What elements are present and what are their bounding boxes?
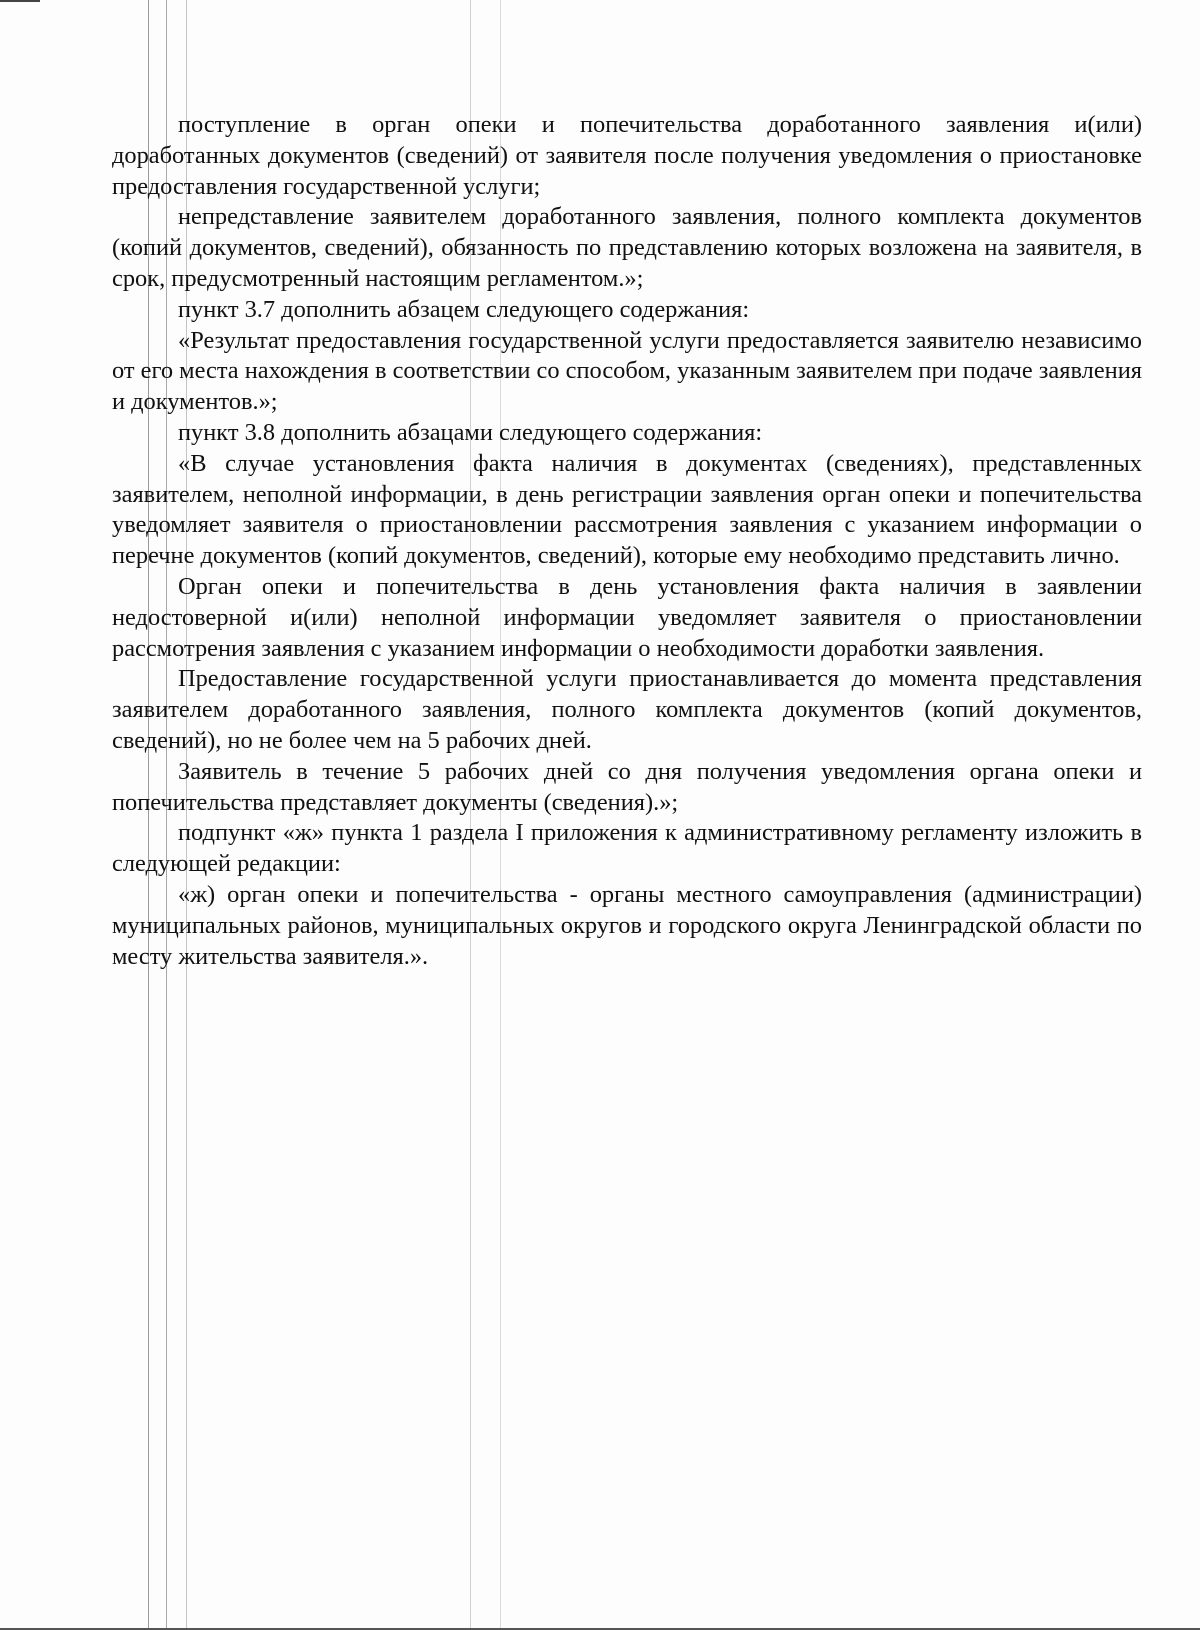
paragraph: «Результат предоставления государственной услуги предоставляется заявителю независимо от его места нахождения в соответствии со способом, указанным заявителем при подаче заявления и документов.»;	[112, 326, 1142, 416]
paragraph: поступление в орган опеки и попечительства доработанного заявления и(или) доработанных документов (сведений) от заявителя после получения уведомления о приостановке предоставления государственной услуги;	[112, 111, 1142, 200]
paragraph: подпункт «ж» пункта 1 раздела I приложения к административному регламенту изложить в следующей редакции:	[112, 819, 1142, 878]
scan-top-mark	[0, 0, 40, 2]
paragraph: Орган опеки и попечительства в день установления факта наличия в заявлении недостоверной и(или) неполной информации уведомляет заявителя о приостановлении рассмотрения заявления с указанием информации о необходимости доработки заявления.	[112, 572, 1142, 662]
document-body	[112, 110, 1142, 972]
paragraph: «В случае установления факта наличия в документах (сведениях), представленных заявителем, неполной информации, в день регистрации заявления орган опеки и попечительства уведомляет заявителя о приостановлении рассмотрения заявления с указанием информации о перечне документов (копий документов, сведений), которые ему необходимо представить лично.	[112, 449, 1142, 570]
paragraph: «ж) орган опеки и попечительства - органы местного самоуправления (администрации) муниципальных районов, муниципальных округов и городского округа Ленинградской области по месту жительства заявителя.».	[112, 880, 1142, 970]
paragraph: Предоставление государственной услуги приостанавливается до момента представления заявителем доработанного заявления, полного комплекта документов (копий документов, сведений), но не более чем на 5 рабочих дней.	[112, 665, 1142, 754]
paragraph: пункт 3.7 дополнить абзацем следующего содержания:	[178, 295, 750, 323]
paragraph: Заявитель в течение 5 рабочих дней со дня получения уведомления органа опеки и попечительства представляет документы (сведения).»;	[112, 757, 1142, 816]
paragraph: непредставление заявителем доработанного заявления, полного комплекта документов (копий документов, сведений), обязанность по представлению которых возложена на заявителя, в срок, предусмотренный настоящим регламентом.»;	[112, 203, 1142, 292]
paragraph: пункт 3.8 дополнить абзацами следующего содержания:	[178, 418, 763, 446]
